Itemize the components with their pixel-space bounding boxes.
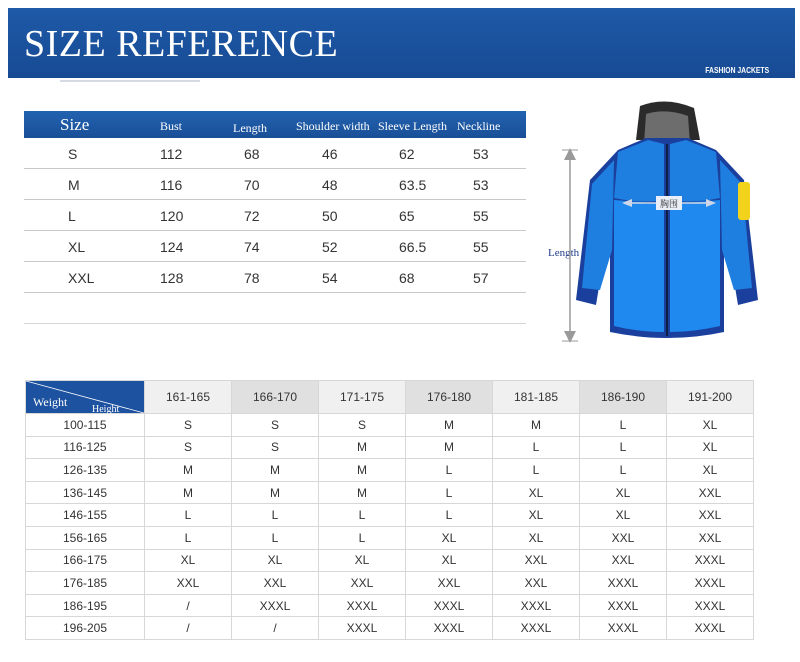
size-cell: XXL bbox=[145, 572, 232, 595]
size-cell: XXL bbox=[406, 572, 493, 595]
size-cell: L bbox=[406, 481, 493, 504]
size-cell: L bbox=[319, 504, 406, 527]
title-banner bbox=[8, 8, 795, 78]
size-chart-cell: 63.5 bbox=[399, 177, 427, 193]
size-cell: L bbox=[145, 504, 232, 527]
size-cell: M bbox=[406, 414, 493, 437]
size-cell: XXXL bbox=[580, 617, 667, 640]
header-shoulder-width: Shoulder width bbox=[296, 119, 370, 133]
size-chart-cell: XXL bbox=[68, 270, 95, 286]
size-cell: L bbox=[493, 436, 580, 459]
size-chart-cell: 62 bbox=[399, 146, 415, 162]
table-row bbox=[26, 617, 754, 640]
size-chart-cell: 78 bbox=[244, 270, 260, 286]
size-cell: S bbox=[232, 436, 319, 459]
size-cell: XL bbox=[667, 459, 754, 482]
length-label: Length bbox=[548, 247, 580, 259]
table-row bbox=[26, 572, 754, 595]
size-cell: M bbox=[145, 481, 232, 504]
size-chart-row bbox=[24, 138, 526, 169]
size-cell: XXXL bbox=[493, 617, 580, 640]
height-range-header: 191-200 bbox=[667, 381, 754, 414]
size-chart-cell: 57 bbox=[473, 270, 489, 286]
size-chart-row bbox=[24, 231, 526, 262]
size-cell: XXL bbox=[667, 526, 754, 549]
corner-height-label: Height bbox=[92, 404, 120, 415]
size-cell: XXL bbox=[667, 481, 754, 504]
corner-weight-label: Weight bbox=[33, 395, 68, 409]
size-chart-cell: 66.5 bbox=[399, 239, 427, 255]
size-cell: XXXL bbox=[493, 594, 580, 617]
table-row bbox=[26, 526, 754, 549]
size-chart-row bbox=[24, 262, 526, 293]
size-chart-cell: 112 bbox=[160, 146, 183, 162]
size-cell: L bbox=[319, 526, 406, 549]
size-chart-cell: 55 bbox=[473, 208, 489, 224]
weight-height-table bbox=[25, 380, 754, 640]
size-cell: XL bbox=[232, 549, 319, 572]
size-cell: M bbox=[493, 414, 580, 437]
size-cell: M bbox=[232, 459, 319, 482]
size-chart-cell: 72 bbox=[244, 208, 260, 224]
size-chart-header bbox=[24, 111, 526, 138]
size-cell: XXXL bbox=[406, 594, 493, 617]
size-cell: XL bbox=[493, 481, 580, 504]
size-cell: M bbox=[232, 481, 319, 504]
size-cell: M bbox=[406, 436, 493, 459]
size-chart-cell: 53 bbox=[473, 146, 489, 162]
height-range-header: 176-180 bbox=[406, 381, 493, 414]
weight-range-cell: 166-175 bbox=[26, 549, 145, 572]
weight-range-cell: 176-185 bbox=[26, 572, 145, 595]
height-range-header: 181-185 bbox=[493, 381, 580, 414]
size-chart-cell: 124 bbox=[160, 239, 184, 255]
size-cell: XL bbox=[145, 549, 232, 572]
size-cell: L bbox=[493, 459, 580, 482]
bust-label: 胸围 bbox=[659, 200, 679, 210]
size-chart-cell: 55 bbox=[473, 239, 489, 255]
size-chart-row bbox=[24, 200, 526, 231]
size-cell: XXXL bbox=[667, 617, 754, 640]
table-row bbox=[26, 436, 754, 459]
size-cell: L bbox=[580, 459, 667, 482]
size-chart-cell: XL bbox=[68, 239, 86, 255]
weight-range-cell: 126-135 bbox=[26, 459, 145, 482]
size-cell: XXXL bbox=[319, 594, 406, 617]
size-cell: XL bbox=[580, 481, 667, 504]
size-cell: S bbox=[232, 414, 319, 437]
size-cell: XXL bbox=[493, 572, 580, 595]
size-cell: S bbox=[145, 436, 232, 459]
size-cell: M bbox=[319, 481, 406, 504]
size-chart-cell: 116 bbox=[160, 177, 183, 193]
table-row bbox=[26, 459, 754, 482]
size-cell: M bbox=[319, 436, 406, 459]
size-cell: XXL bbox=[319, 572, 406, 595]
weight-range-cell: 186-195 bbox=[26, 594, 145, 617]
size-chart-cell: 68 bbox=[399, 270, 415, 286]
size-cell: XXXL bbox=[667, 572, 754, 595]
table-row bbox=[26, 414, 754, 437]
size-cell: L bbox=[145, 526, 232, 549]
size-chart-row bbox=[24, 169, 526, 200]
size-cell: L bbox=[406, 459, 493, 482]
page-title: SIZE REFERENCE bbox=[24, 23, 339, 65]
size-cell: XL bbox=[580, 504, 667, 527]
table-row bbox=[26, 549, 754, 572]
header-neckline: Neckline bbox=[457, 119, 501, 133]
size-cell: XXXL bbox=[667, 549, 754, 572]
size-cell: L bbox=[580, 414, 667, 437]
size-cell: XXL bbox=[667, 504, 754, 527]
size-cell: XXXL bbox=[232, 594, 319, 617]
size-chart-cell: 52 bbox=[322, 239, 338, 255]
size-chart-cell: L bbox=[68, 208, 76, 224]
height-range-header: 161-165 bbox=[145, 381, 232, 414]
size-cell: XL bbox=[406, 549, 493, 572]
size-chart-cell: 46 bbox=[322, 146, 338, 162]
size-cell: M bbox=[319, 459, 406, 482]
header-length: Length bbox=[233, 121, 267, 135]
header-sleeve-length: Sleeve Length bbox=[378, 119, 447, 133]
banner-subtitle: FASHION JACKETS bbox=[705, 66, 769, 75]
size-chart-cell: 70 bbox=[244, 177, 260, 193]
size-chart-cell: 48 bbox=[322, 177, 338, 193]
weight-range-cell: 136-145 bbox=[26, 481, 145, 504]
size-cell: / bbox=[145, 617, 232, 640]
size-cell: XL bbox=[667, 436, 754, 459]
size-cell: XL bbox=[493, 526, 580, 549]
size-cell: L bbox=[406, 504, 493, 527]
size-cell: / bbox=[232, 617, 319, 640]
weight-range-cell: 156-165 bbox=[26, 526, 145, 549]
weight-range-cell: 196-205 bbox=[26, 617, 145, 640]
size-cell: XL bbox=[319, 549, 406, 572]
size-cell: / bbox=[145, 594, 232, 617]
height-range-header: 186-190 bbox=[580, 381, 667, 414]
size-cell: XXXL bbox=[667, 594, 754, 617]
size-cell: L bbox=[232, 526, 319, 549]
weight-range-cell: 116-125 bbox=[26, 436, 145, 459]
height-range-header: 171-175 bbox=[319, 381, 406, 414]
size-cell: L bbox=[232, 504, 319, 527]
height-range-header: 166-170 bbox=[232, 381, 319, 414]
divider bbox=[60, 80, 200, 82]
size-chart-cell: 54 bbox=[322, 270, 338, 286]
size-cell: XXXL bbox=[406, 617, 493, 640]
table-row bbox=[26, 481, 754, 504]
size-chart-cell: 65 bbox=[399, 208, 415, 224]
size-chart-cell: M bbox=[68, 177, 80, 193]
size-cell: S bbox=[145, 414, 232, 437]
size-cell: XL bbox=[667, 414, 754, 437]
weight-range-cell: 146-155 bbox=[26, 504, 145, 527]
size-cell: XXXL bbox=[580, 594, 667, 617]
size-cell: XXXL bbox=[319, 617, 406, 640]
size-cell: M bbox=[145, 459, 232, 482]
size-cell: L bbox=[580, 436, 667, 459]
size-cell: XXL bbox=[493, 549, 580, 572]
table-row bbox=[26, 594, 754, 617]
table-row bbox=[26, 504, 754, 527]
size-cell: XXL bbox=[580, 526, 667, 549]
weight-range-cell: 100-115 bbox=[26, 414, 145, 437]
size-cell: S bbox=[319, 414, 406, 437]
size-chart-cell: 74 bbox=[244, 239, 260, 255]
header-size: Size bbox=[60, 115, 90, 134]
length-arrow-icon bbox=[562, 148, 578, 343]
size-chart bbox=[24, 111, 526, 324]
size-cell: XL bbox=[493, 504, 580, 527]
size-cell: XXL bbox=[232, 572, 319, 595]
size-chart-cell: 53 bbox=[473, 177, 489, 193]
size-chart-cell: 68 bbox=[244, 146, 260, 162]
size-chart-cell: S bbox=[68, 146, 78, 162]
header-bust: Bust bbox=[160, 119, 183, 133]
size-chart-cell: 50 bbox=[322, 208, 338, 224]
jacket-illustration bbox=[548, 100, 768, 345]
size-chart-spacer bbox=[24, 293, 526, 324]
size-chart-cell: 128 bbox=[160, 270, 184, 286]
size-cell: XXL bbox=[580, 549, 667, 572]
corner-cell bbox=[26, 381, 145, 414]
size-cell: XL bbox=[406, 526, 493, 549]
size-chart-cell: 120 bbox=[160, 208, 184, 224]
size-cell: XXXL bbox=[580, 572, 667, 595]
